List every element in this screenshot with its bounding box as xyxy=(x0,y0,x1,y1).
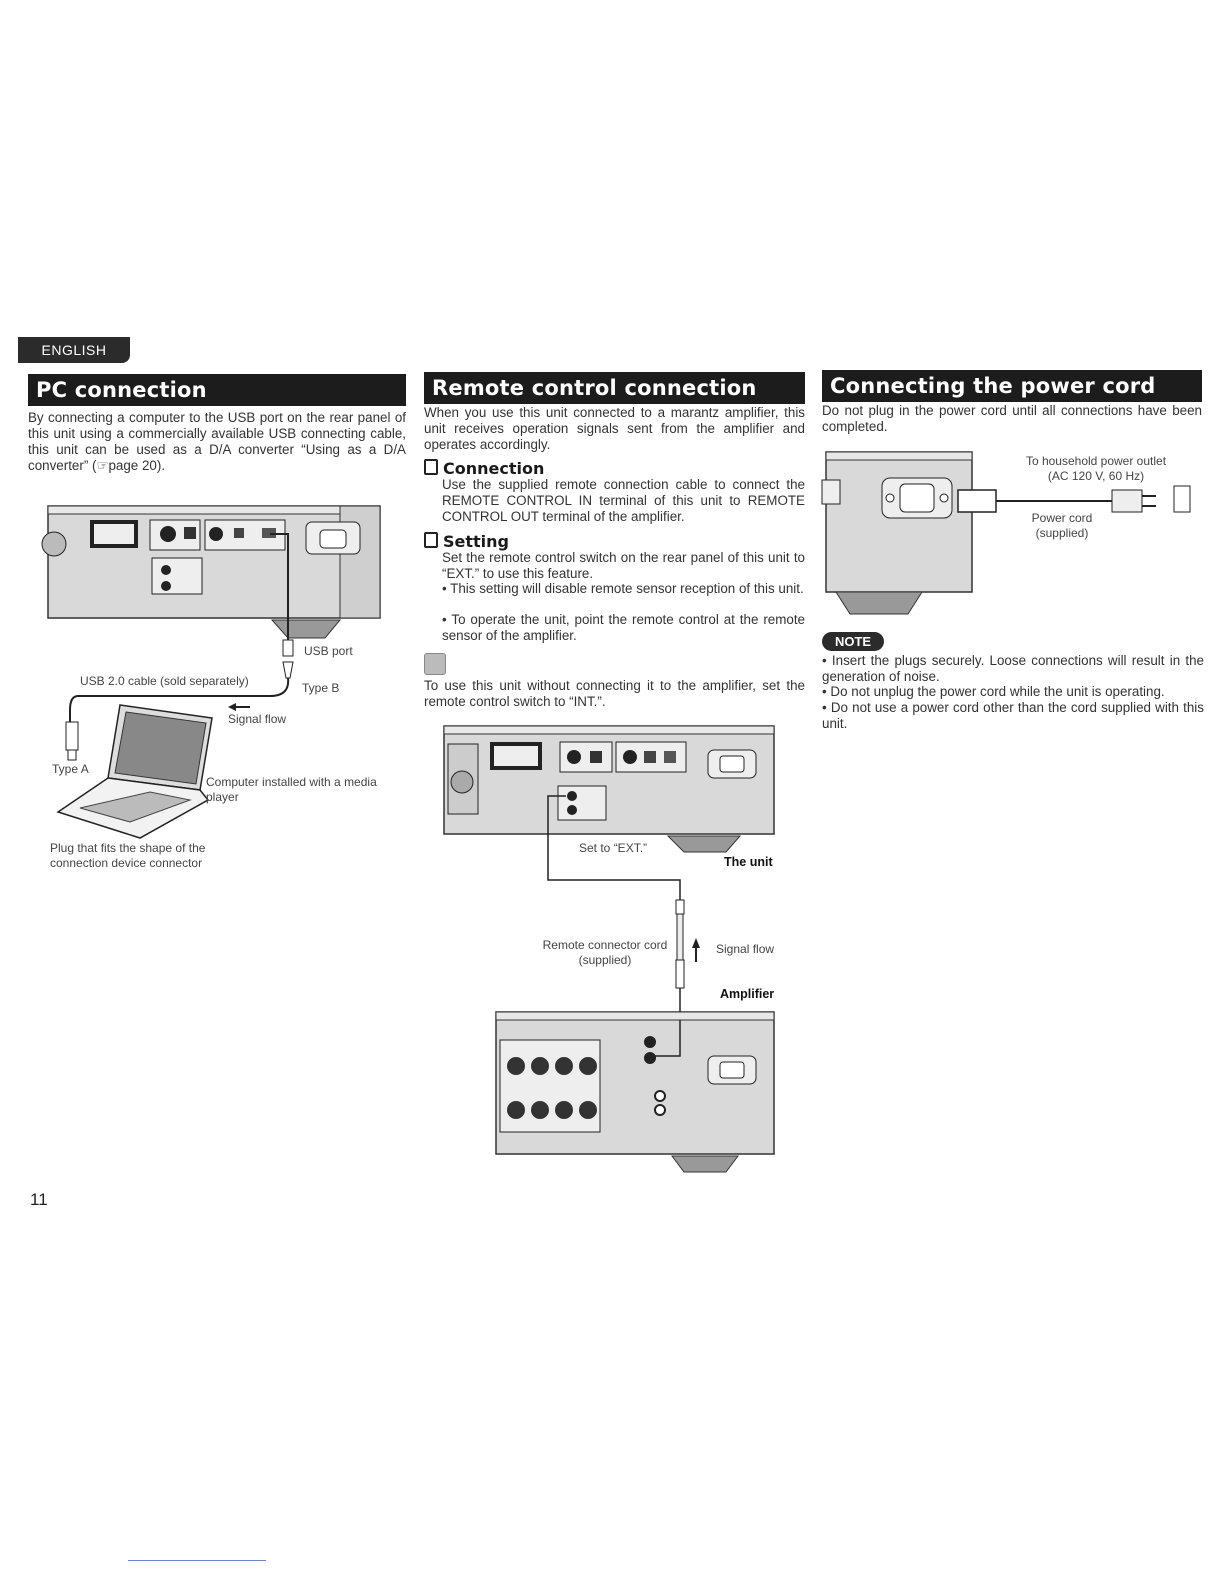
tip-pencil-icon xyxy=(424,653,446,675)
connection-subheading-text: Connection xyxy=(443,459,545,478)
footer-rule xyxy=(128,1560,266,1561)
tip-body: To use this unit without connecting it to the amplifier, set the remote control switch to “INT.”. xyxy=(424,678,805,709)
pc-connection-heading: PC connection xyxy=(28,374,406,406)
setting-bullet-1: • This setting will disable remote sensor reception of this unit. xyxy=(442,581,804,596)
set-ext-label: Set to “EXT.” xyxy=(579,841,648,855)
note-bullet-3: • Do not use a power cord other than the cord supplied with this unit. xyxy=(822,700,1204,731)
power-cord-body: Do not plug in the power cord until all connections have been completed. xyxy=(822,403,1202,434)
checkbox-square-icon xyxy=(424,459,438,475)
setting-body: Set the remote control switch on the rear panel of this unit to “EXT.” to use this feature. xyxy=(442,550,805,581)
power-cord-label: Power cord (supplied) xyxy=(1031,511,1093,540)
usb-cable-label: USB 2.0 cable (sold separately) xyxy=(80,674,249,688)
connection-body: Use the supplied remote connection cable to connect the REMOTE CONTROL IN terminal of this unit to REMOTE CONTROL OUT terminal of the amplifier. xyxy=(442,477,805,524)
plug-label: Plug that fits the shape of the connection device connector xyxy=(50,841,206,870)
language-tab: ENGLISH xyxy=(18,337,130,363)
pc-connection-body: By connecting a computer to the USB port on the rear panel of this unit using a commercially available USB connecting cable, this unit can be used as a D/A converter “Using as a D/A converter” (☞page 20). xyxy=(28,410,406,473)
outlet-label: To household power outlet (AC 120 V, 60 Hz) xyxy=(1025,454,1167,483)
note-bullet-1: • Insert the plugs securely. Loose connections will result in the generation of noise. xyxy=(822,653,1204,684)
note-bullet-3-text: Do not use a power cord other than the cord supplied with this unit. xyxy=(822,700,1204,731)
usb-port-label: USB port xyxy=(304,644,353,658)
setting-bullet-2-text: To operate the unit, point the remote control at the remote sensor of the amplifier. xyxy=(442,612,805,643)
note-bullet-2: • Do not unplug the power cord while the unit is operating. xyxy=(822,684,1165,699)
remote-connection-heading: Remote control connection xyxy=(424,372,805,404)
the-unit-label: The unit xyxy=(724,855,773,869)
type-a-label: Type A xyxy=(52,762,89,776)
setting-subheading xyxy=(424,532,509,551)
power-cord-heading: Connecting the power cord xyxy=(822,370,1202,402)
note-badge: NOTE xyxy=(822,632,884,651)
setting-subheading-text: Setting xyxy=(443,532,509,551)
setting-bullet-1-text: This setting will disable remote sensor reception of this unit. xyxy=(450,581,804,596)
note-bullet-1-text: Insert the plugs securely. Loose connections will result in the generation of noise. xyxy=(822,653,1204,684)
checkbox-square-icon xyxy=(424,532,438,548)
setting-bullet-2: • To operate the unit, point the remote control at the remote sensor of the amplifier. xyxy=(442,612,805,643)
remote-connection-body: When you use this unit connected to a marantz amplifier, this unit receives operation signals sent from the amplifier and operates accordingly. xyxy=(424,405,805,452)
amplifier-label: Amplifier xyxy=(720,987,775,1001)
connection-subheading xyxy=(424,459,544,478)
pc-signal-flow-label: Signal flow xyxy=(228,712,287,726)
note-bullet-2-text: Do not unplug the power cord while the unit is operating. xyxy=(830,684,1165,699)
remote-cord-label: Remote connector cord (supplied) xyxy=(542,938,668,967)
type-b-label: Type B xyxy=(302,681,340,695)
remote-signal-flow-label: Signal flow xyxy=(716,942,775,956)
page-number: 11 xyxy=(30,1190,48,1209)
computer-label: Computer installed with a media player xyxy=(206,775,377,804)
